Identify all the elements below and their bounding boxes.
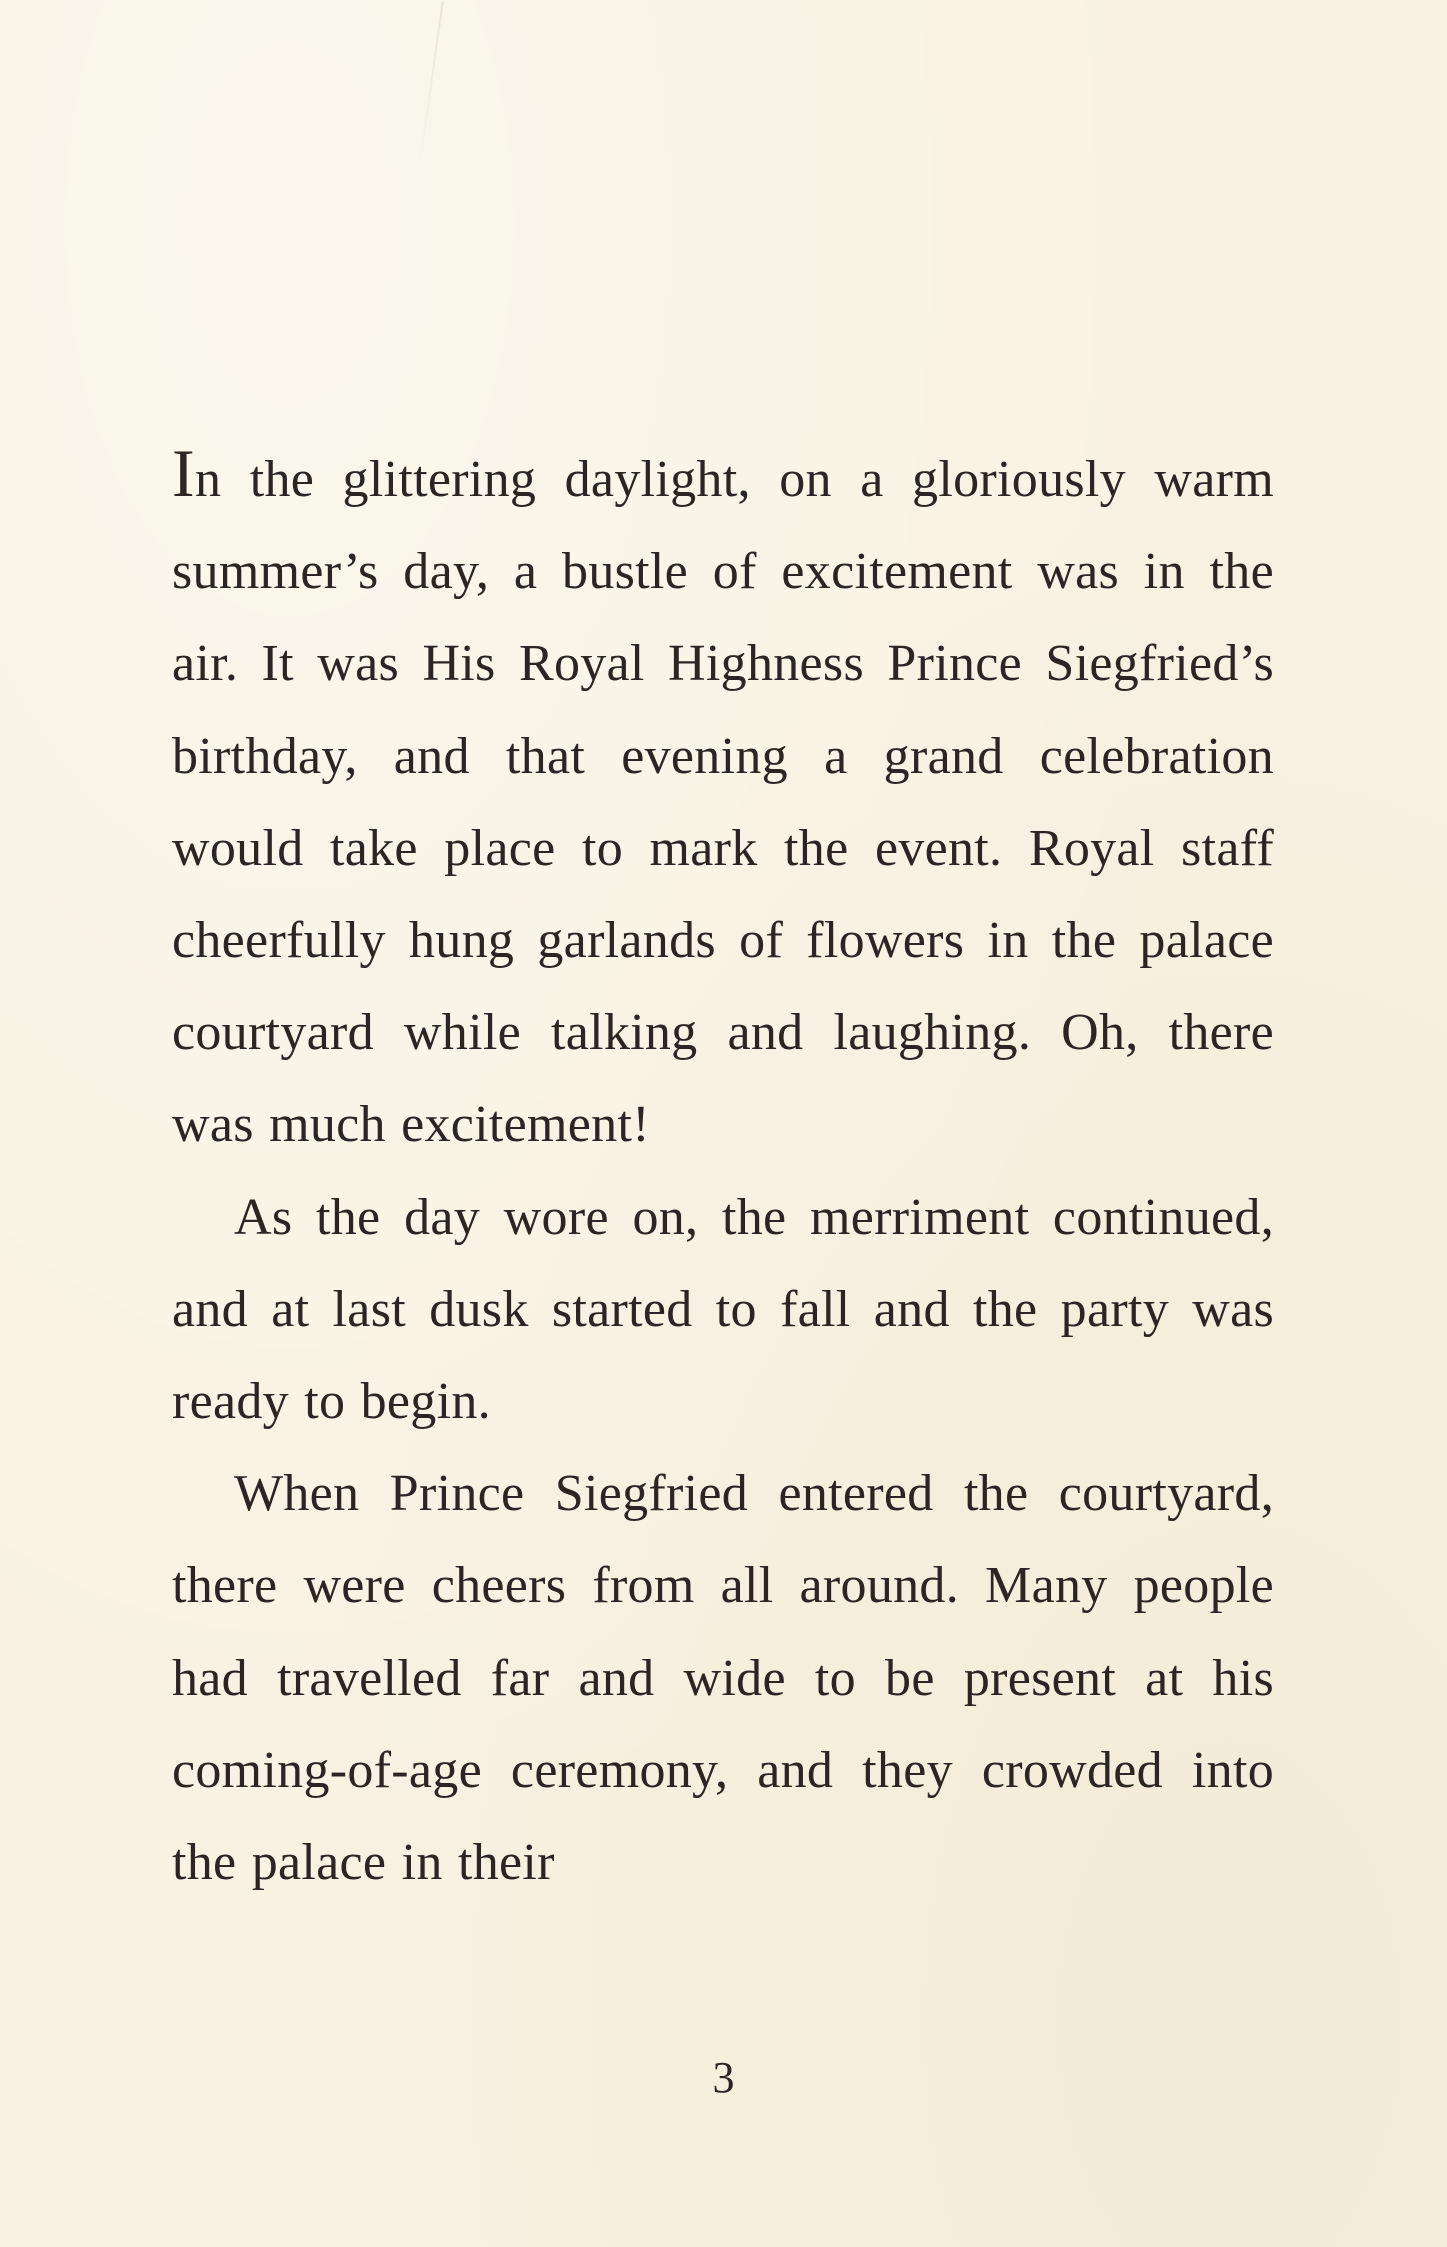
drop-cap: I bbox=[172, 435, 195, 511]
paragraph-2: As the day wore on, the merriment continued, and at last dusk started to fall and the party was ready to begin. bbox=[172, 1188, 1274, 1431]
paper-crease bbox=[418, 1, 444, 170]
paragraph-1-text: n the glittering daylight, on a gloriously warm summer’s day, a bustle of excitement was in the air. It was His Royal Highness Prince Siegfried’s birthday, and that evening a grand celebration would take place to mark the event. Royal staff cheerfully hung garlands of flowers in the palace courtyard while talking and laughing. Oh, there was much excitement! bbox=[172, 451, 1274, 1154]
body-text bbox=[172, 434, 1274, 1909]
paragraph-3: When Prince Siegfried entered the courtyard, there were cheers from all around. Many people had travelled far and wide to be present at his coming-of-age ceremony, and they crowded into the palace in their bbox=[172, 1465, 1274, 1892]
paragraph-1 bbox=[172, 434, 1274, 1172]
page-number: 3 bbox=[712, 2053, 735, 2102]
